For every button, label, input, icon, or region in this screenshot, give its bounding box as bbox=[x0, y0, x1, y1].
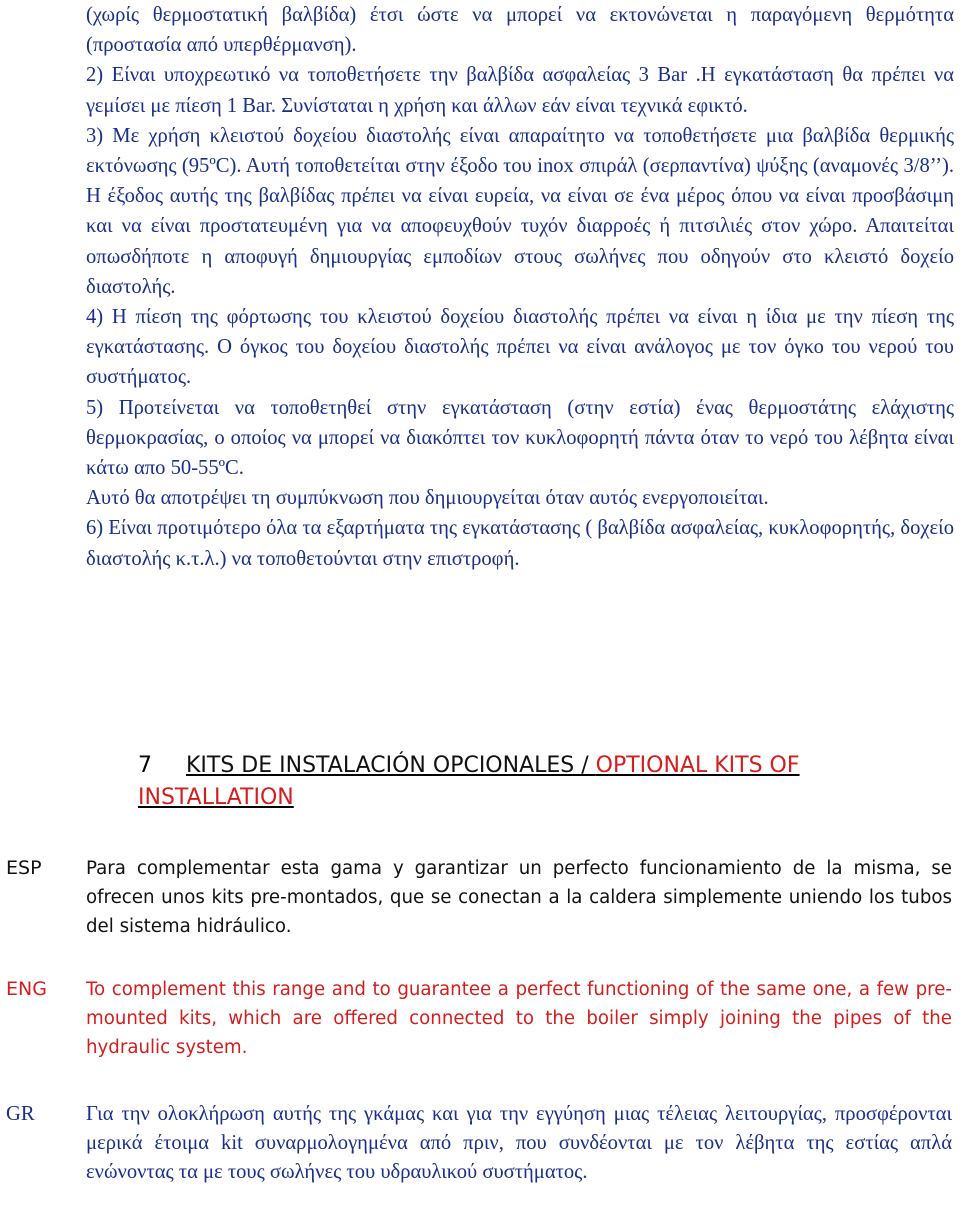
section-title-en: OPTIONAL KITS OF INSTALLATION bbox=[138, 753, 800, 810]
gr-label: GR bbox=[6, 1103, 35, 1125]
gr-text: Για την ολοκλήρωση αυτής της γκάμας και για την εγγύηση μιας τέλειας λειτουργίας, προσφέρονται μερικά έτοιμα kit συναρμολογημένα από πριν, που συνδέονται με τον λέβητα της εστίας απλά ενώνοντας τα με τους σωλήνες του υδραυλικού συστήματος. bbox=[86, 1103, 952, 1183]
greek-paragraph-6: 6) Είναι προτιμότερο όλα τα εξαρτήματα της εγκατάστασης ( βαλβίδα ασφαλείας, κυκλοφορητής, δοχείο διαστολής κ.τ.λ.) να τοποθετούνται στην επιστροφή. bbox=[86, 517, 954, 570]
section-title-es: KITS DE INSTALACIÓN OPCIONALES / bbox=[186, 753, 596, 778]
section-number: 7 bbox=[138, 753, 152, 778]
eng-text: To complement this range and to guarantee a perfect functioning of the same one, a few pre-mounted kits, which are offered connected to the boiler simply joining the pipes of the hydraulic system. bbox=[86, 979, 952, 1058]
greek-paragraph-3: 3) Με χρήση κλειστού δοχείου διαστολής είναι απαραίτητο να τοποθετήσετε μια βαλβίδα θερμικής εκτόνωσης (95ºC). Αυτή τοποθετείται στην έξοδο του inox σπιράλ (σερπαντίνα) ψύξης (αναμονές 3/8’’). Η έξοδος αυτής της βαλβίδας πρέπει να είναι ευρεία, να είναι σε ένα μέρος όπου να είναι προσβάσιμη και να είναι προστατευμένη για να αποφευχθούν τυχόν διαρροές ή πιτσιλιές στον χώρο. Απαιτείται οπωσδήποτε η αποφυγή δημιουργίας εμποδίων στους σωλήνες που οδηγούν στο κλειστό δοχείο διαστολής. bbox=[86, 124, 954, 298]
greek-paragraph-4: 4) Η πίεση της φόρτωσης του κλειστού δοχείου διαστολής πρέπει να είναι η ίδια με την πίεση της εγκατάστασης. Ο όγκος του δοχείου διαστολής πρέπει να είναι ανάλογος με τον όγκο του νερού του συστήματος. bbox=[86, 306, 954, 389]
greek-paragraph-intro: (χωρίς θερμοστατική βαλβίδα) έτσι ώστε να μπορεί να εκτονώνεται η παραγόμενη θερμότητα (προστασία από υπερθέρμανση). bbox=[86, 4, 954, 57]
esp-label: ESP bbox=[6, 857, 42, 879]
eng-label: ENG bbox=[6, 978, 47, 1000]
greek-paragraph-2: 2) Είναι υποχρεωτικό να τοποθετήσετε την βαλβίδα ασφαλείας 3 Bar .Η εγκατάσταση θα πρέπει να γεμίσει με πίεση 1 Bar. Συνίσταται η χρήση και άλλων εάν είναι τεχνικά εφικτό. bbox=[86, 64, 954, 117]
section-heading bbox=[138, 750, 958, 814]
greek-paragraph-5-note: Αυτό θα αποτρέψει τη συμπύκνωση που δημιουργείται όταν αυτός ενεργοποιείται. bbox=[86, 487, 769, 510]
greek-instructions bbox=[86, 0, 954, 574]
greek-paragraph-5: 5) Προτείνεται να τοποθετηθεί στην εγκατάσταση (στην εστία) ένας θερμοστάτης ελάχιστης θερμοκρασίας, ο οποίος να μπορεί να διακόπτει τον κυκλοφορητή πάντα όταν το νερό του λέβητα είναι κάτω απο 50-55ºC. bbox=[86, 396, 954, 480]
esp-text: Para complementar esta gama y garantizar un perfecto funcionamiento de la misma, se ofrecen unos kits pre-montados, que se conectan a la caldera simplemente uniendo los tubos del sistema hidráulico. bbox=[86, 858, 952, 937]
